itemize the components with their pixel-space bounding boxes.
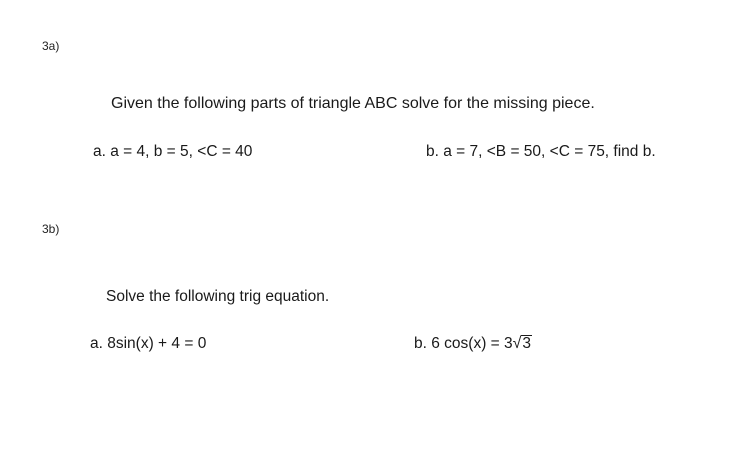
- problem-3a-label: 3a): [42, 39, 60, 53]
- problem-3b-part-a: a. 8sin(x) + 4 = 0: [90, 335, 207, 352]
- square-root-expression: [513, 335, 532, 353]
- problem-3b-instruction: Solve the following trig equation.: [106, 288, 330, 305]
- problem-3b-label: 3b): [42, 222, 60, 236]
- radical-sign: √: [512, 335, 522, 352]
- problem-3b-part-b-prefix: b. 6 cos(x) = 3: [414, 335, 513, 352]
- problem-3a-part-b: b. a = 7, <B = 50, <C = 75, find b.: [426, 143, 656, 160]
- radicand: 3: [522, 335, 532, 352]
- problem-3a-instruction: Given the following parts of triangle ABC solve for the missing piece.: [111, 95, 595, 112]
- problem-3a-part-a: a. a = 4, b = 5, <C = 40: [93, 143, 253, 160]
- problem-3b-part-b: [414, 335, 532, 353]
